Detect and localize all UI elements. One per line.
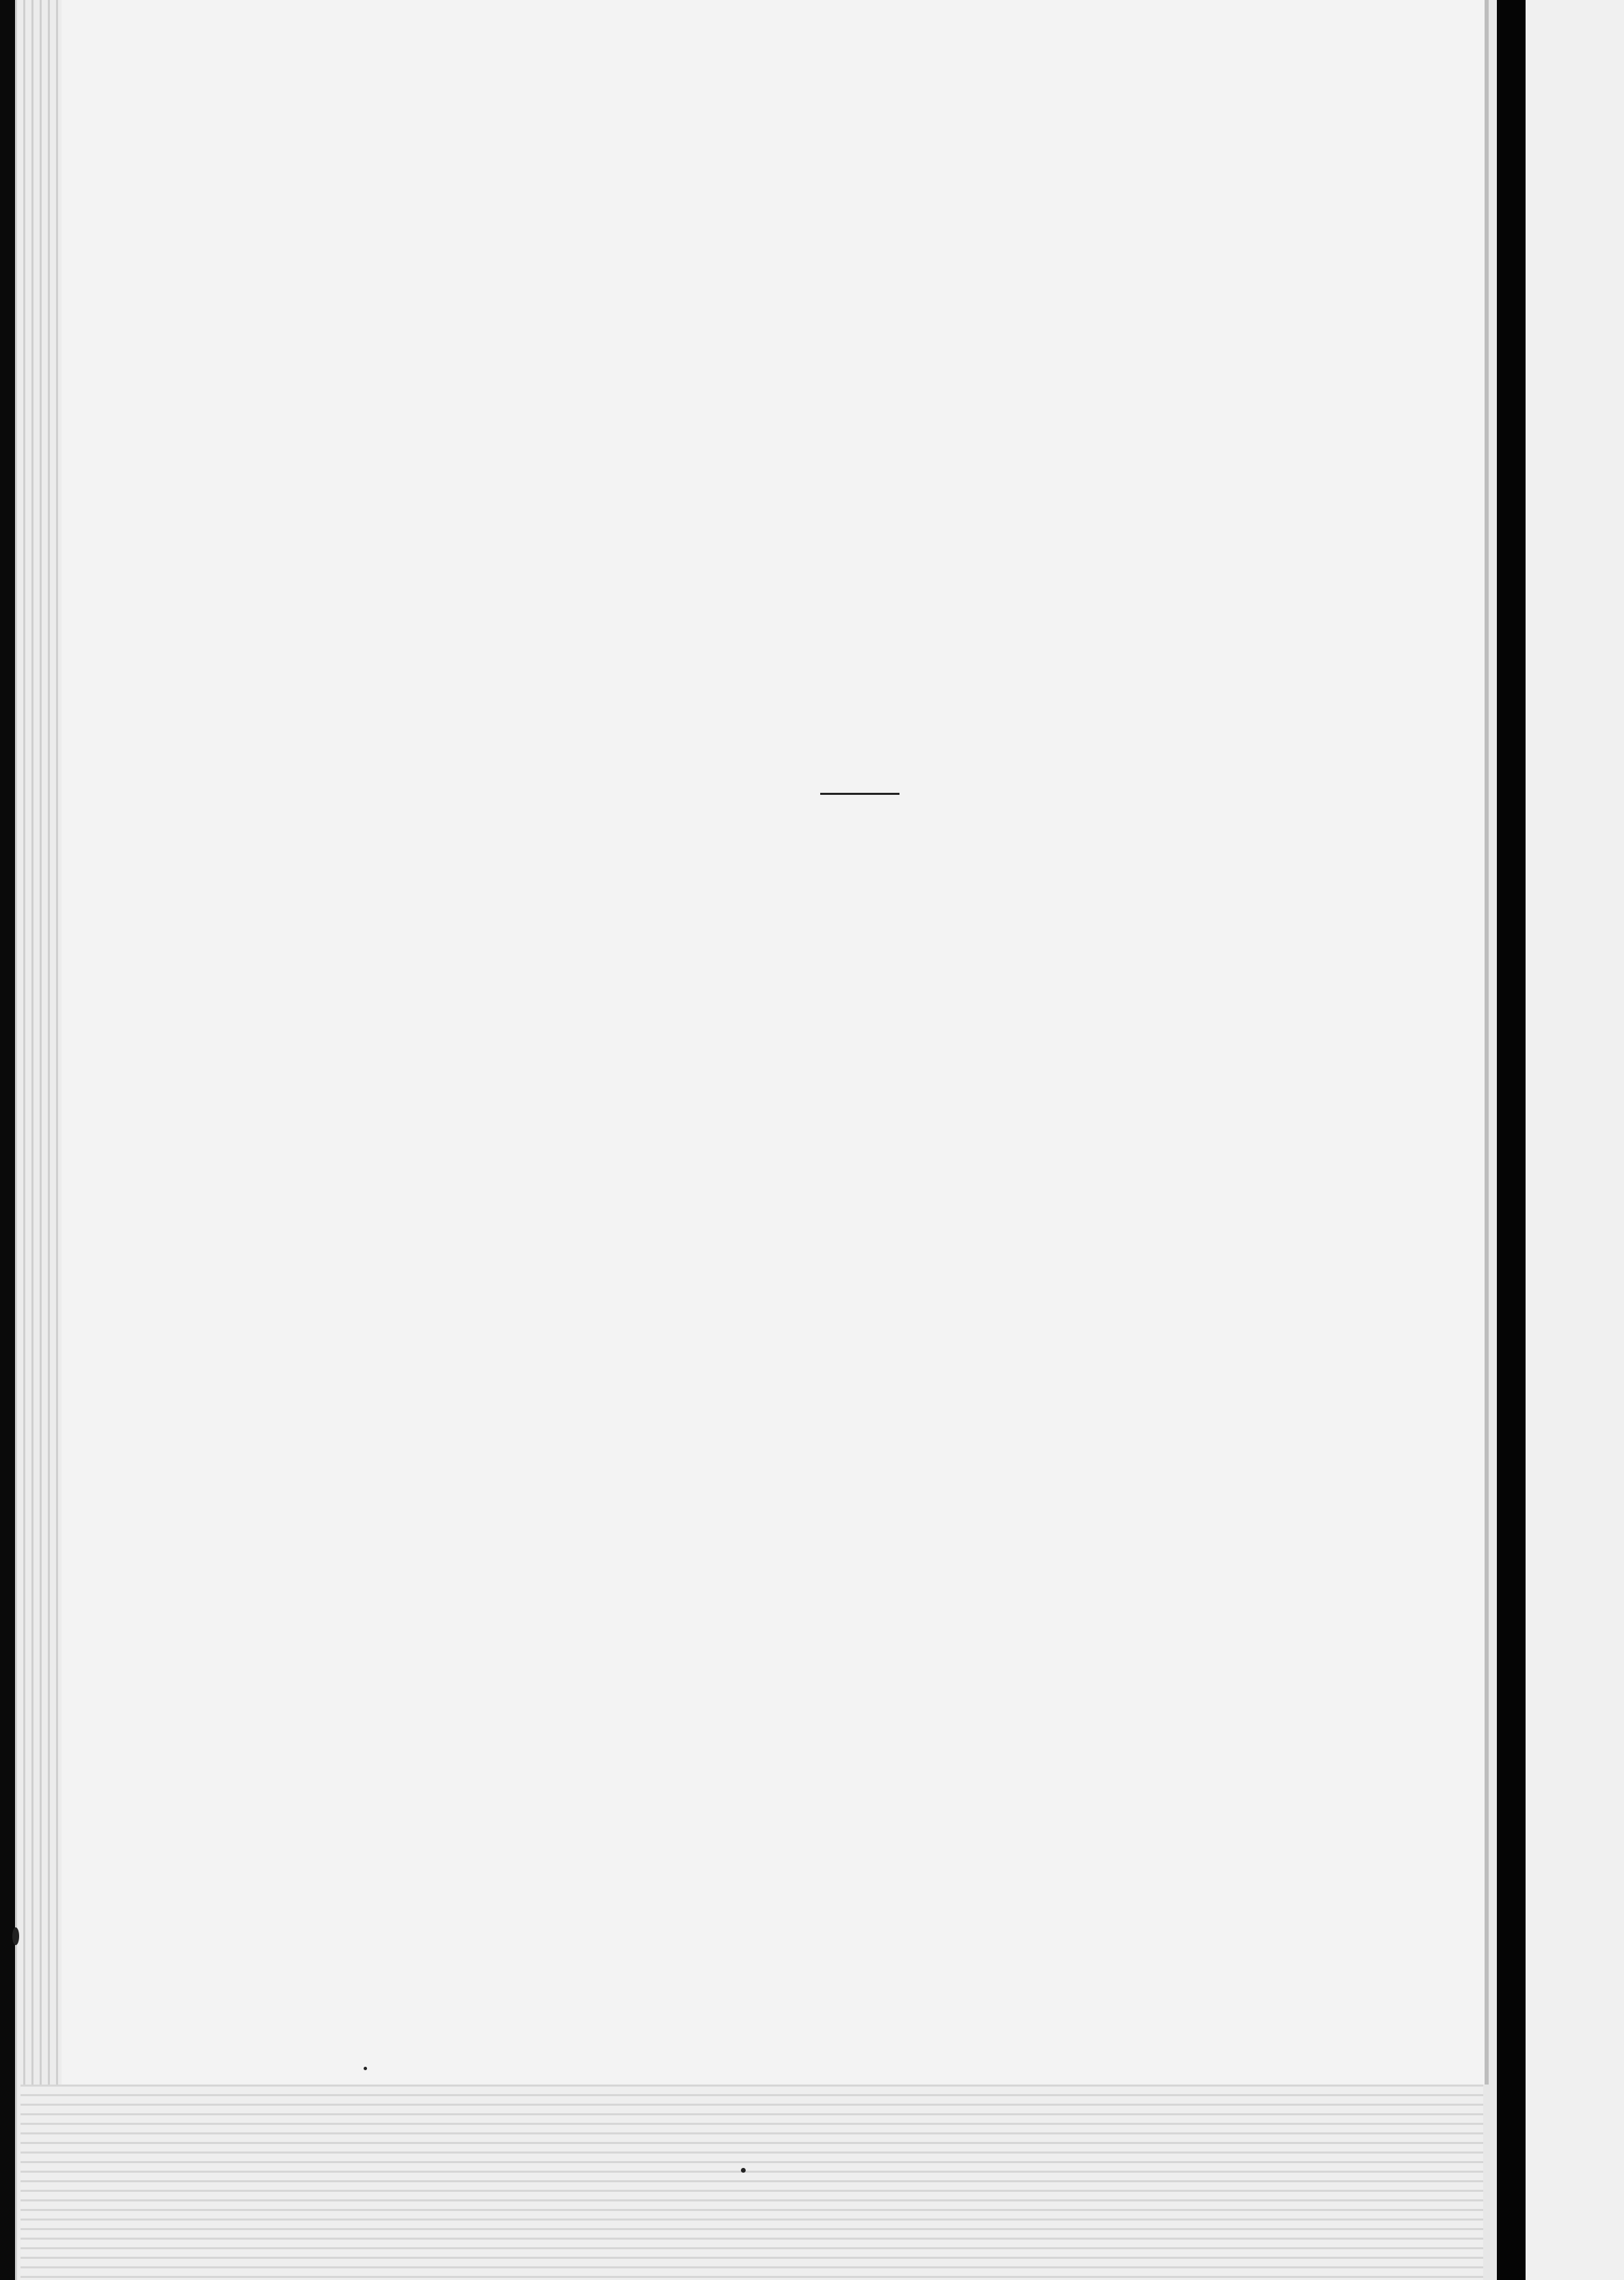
paragraph-line (336, 364, 1381, 393)
paragraph-line (336, 452, 1381, 481)
report-paragraph (336, 217, 1381, 716)
scan-speck (12, 1927, 19, 1945)
paragraph-line (336, 335, 1381, 364)
paragraph-line (336, 247, 1381, 276)
paragraph-line (336, 657, 1381, 686)
scan-speck (364, 2067, 367, 2070)
paragraph-line (336, 599, 1381, 628)
paragraph-line (336, 393, 1381, 422)
paragraph-line (336, 511, 1381, 540)
section-divider (820, 793, 899, 795)
adjacent-page (1526, 0, 1624, 2280)
paragraph-line (336, 217, 1381, 247)
paragraph-line (336, 686, 1381, 716)
paragraph-line (336, 481, 1381, 511)
paragraph-line (336, 276, 1381, 306)
paragraph-line (336, 627, 1381, 657)
footnote (369, 1426, 1381, 1516)
paragraph-line (336, 422, 1381, 452)
footnote-line (369, 1426, 1381, 1456)
scan-speck (741, 2168, 746, 2173)
paragraph-line (336, 540, 1381, 569)
stacked-page-bottom-edges (21, 2085, 1483, 2280)
paragraph-line (336, 306, 1381, 335)
paragraph-line (336, 569, 1381, 599)
book-gutter (1497, 0, 1526, 2280)
footnote-line (369, 1486, 1381, 1516)
footnote-line (369, 1456, 1381, 1486)
